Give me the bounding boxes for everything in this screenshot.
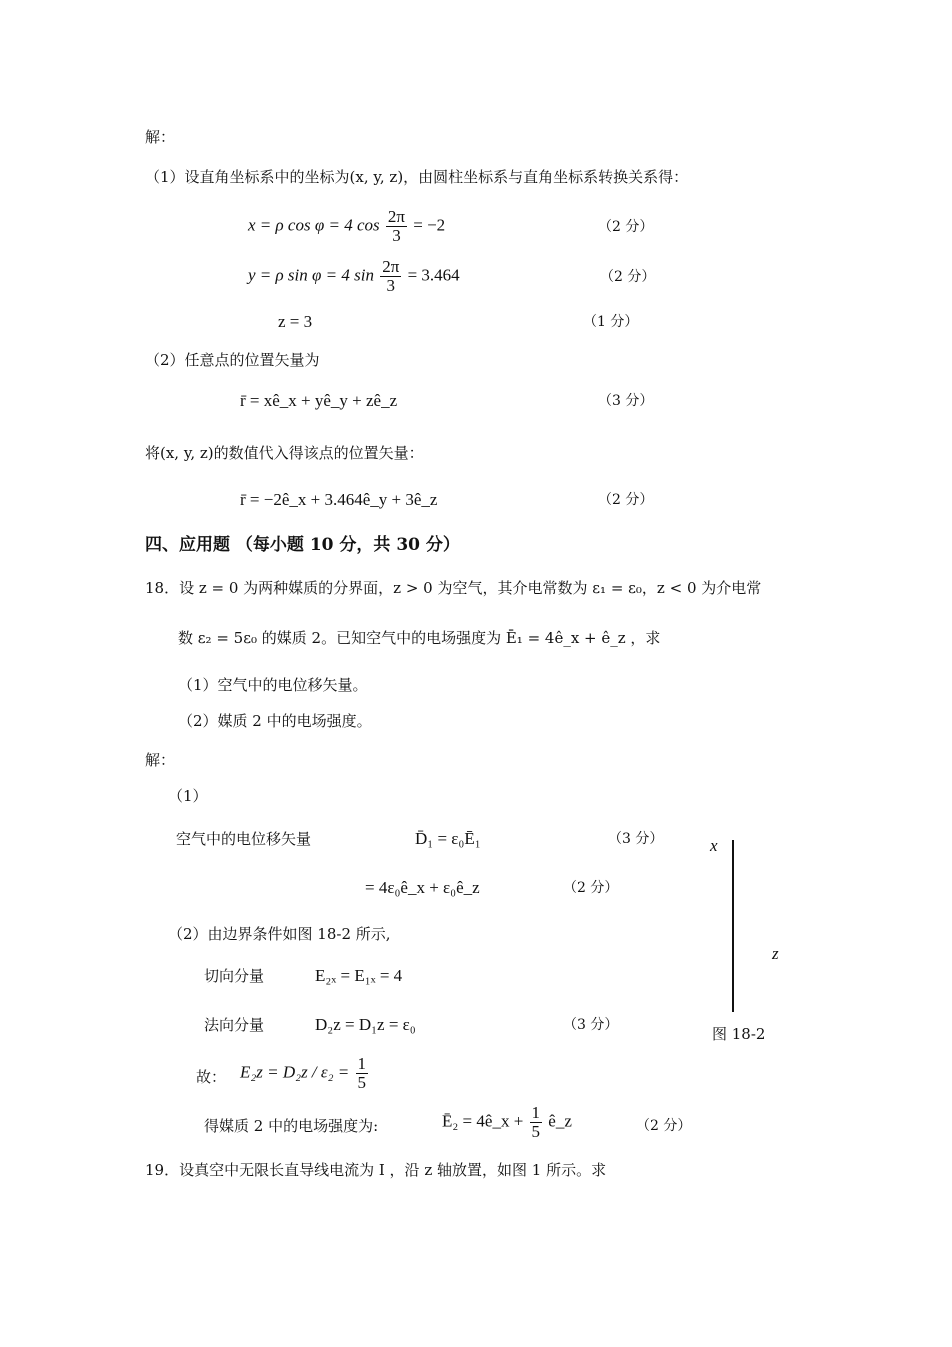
eq-x-fraction: [386, 208, 407, 245]
fraction-denominator: 5: [531, 1122, 541, 1141]
tangential-equation: E₂ₓ = E₁ₓ = 4: [315, 966, 403, 985]
fraction-numerator: 2π: [387, 207, 405, 226]
score-y: （2 分）: [600, 269, 656, 285]
fraction-denominator: 5: [357, 1073, 366, 1092]
figure-caption: 图 18-2: [712, 1025, 766, 1043]
q19-line1: 19．设真空中无限长直导线电流为 I ，沿 z 轴放置，如图 1 所示。求: [145, 1161, 607, 1179]
score-r2: （2 分）: [598, 492, 654, 508]
tangential-label: 切向分量: [204, 967, 265, 985]
therefore-fraction: [356, 1055, 369, 1092]
normal-equation: D₂z = D₁z = ε₀: [315, 1015, 416, 1034]
d-label: 空气中的电位移矢量: [176, 830, 312, 848]
score-x: （2 分）: [598, 219, 654, 235]
therefore-eq-text: E₂z = D₂z / ε₂ =: [240, 1062, 350, 1082]
therefore-label: 故：: [196, 1068, 227, 1086]
result-equation: [442, 1104, 572, 1144]
result-eq-right: ê_z: [548, 1111, 572, 1131]
score-r: （3 分）: [598, 393, 654, 409]
d-score2: （2 分）: [563, 880, 619, 896]
result-eq-left: Ē₂ = 4ê_x +: [442, 1111, 524, 1131]
d-equation: D̄₁ = ε₀Ē₁: [415, 829, 481, 848]
q18-sub2: （2）媒质 2 中的电场强度。: [178, 712, 372, 730]
q18-answer1-label: （1）: [168, 787, 208, 805]
part2-label: （2）任意点的位置矢量为: [145, 351, 320, 369]
result-score: （2 分）: [636, 1118, 692, 1134]
figure-boundary-line: [732, 840, 734, 1012]
eq-y-right: = 3.464: [407, 265, 460, 285]
figure-axis-z-label: z: [772, 944, 779, 963]
q18-line2: 数 ε₂ = 5ε₀ 的媒质 2。已知空气中的电场强度为 Ē₁ = 4ê_x + ê_z ，求: [178, 629, 661, 647]
fraction-numerator: 1: [357, 1054, 366, 1073]
therefore-equation: [240, 1055, 370, 1095]
equation-y: [248, 258, 460, 298]
q18-answer2-label: （2）由边界条件如图 18-2 所示,: [168, 925, 391, 943]
fraction-numerator: 1: [531, 1103, 541, 1122]
intro-paragraph: （1）设直角坐标系中的坐标为(x, y, z)，由圆柱坐标系与直角坐标系转换关系得：: [145, 168, 689, 186]
normal-score: （3 分）: [563, 1017, 619, 1033]
eq-x-left: x = ρ cos φ = 4 cos: [248, 215, 380, 235]
result-label: 得媒质 2 中的电场强度为:: [204, 1117, 379, 1135]
fraction-numerator: 2π: [382, 257, 400, 276]
eq-x-right: = −2: [413, 215, 446, 235]
d-equation2: = 4ε₀ê_x + ε₀ê_z: [365, 878, 480, 897]
figure-axis-x-label: x: [710, 836, 718, 855]
q18-sub1: （1）空气中的电位移矢量。: [178, 676, 368, 694]
equation-r2: r̄ = −2ê_x + 3.464ê_y + 3ê_z: [240, 490, 438, 509]
equation-z: z = 3: [278, 312, 313, 331]
section-heading: 四、应用题 （每小题 10 分，共 30 分）: [145, 535, 460, 555]
solution-label: 解：: [145, 128, 176, 146]
eq-y-fraction: [380, 258, 401, 295]
score-z: （1 分）: [583, 314, 639, 330]
fraction-denominator: 3: [386, 276, 396, 295]
substitution-text: 将(x, y, z)的数值代入得该点的位置矢量：: [145, 444, 424, 462]
q18-line1: 18．设 z = 0 为两种媒质的分界面，z > 0 为空气，其介电常数为 ε₁ = ε₀，z < 0 为介电常: [145, 579, 762, 597]
q18-solution-label: 解：: [145, 751, 176, 769]
fraction-denominator: 3: [392, 226, 401, 245]
result-fraction: [530, 1104, 543, 1141]
d-score: （3 分）: [608, 831, 664, 847]
eq-y-left: y = ρ sin φ = 4 sin: [248, 265, 374, 285]
normal-label: 法向分量: [204, 1016, 265, 1034]
equation-r: r̄ = xê_x + yê_y + zê_z: [240, 391, 398, 410]
equation-x: [248, 208, 445, 248]
